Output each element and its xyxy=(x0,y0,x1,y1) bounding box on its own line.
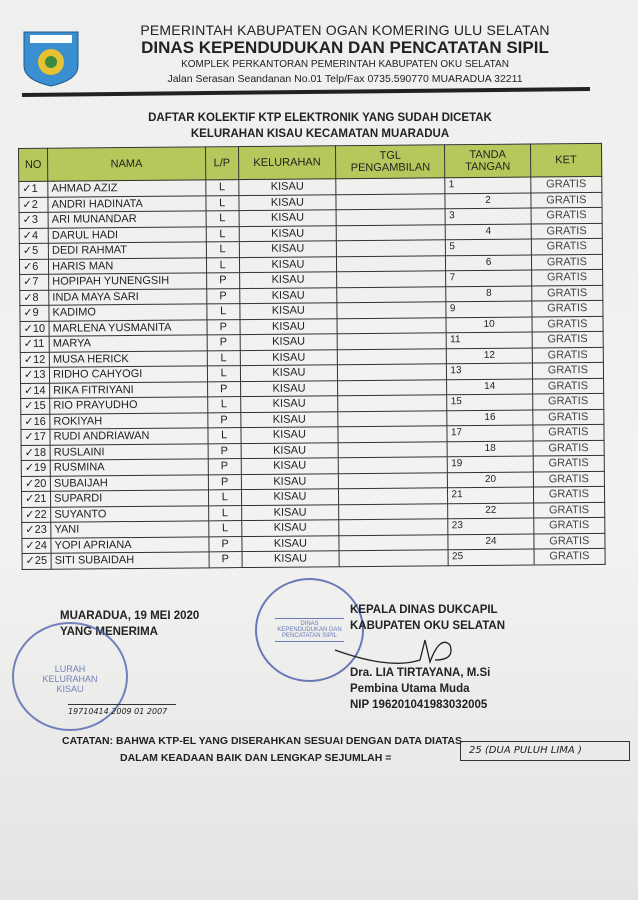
row-tgl xyxy=(336,193,446,209)
row-lp: P xyxy=(206,273,239,289)
ktp-table xyxy=(18,143,606,570)
row-ket: GRATIS xyxy=(532,331,603,347)
row-lp: P xyxy=(208,459,241,475)
row-no: ✓23 xyxy=(22,522,51,538)
row-nama: ARI MUNANDAR xyxy=(48,211,206,228)
row-ket: GRATIS xyxy=(533,409,604,425)
row-lp: L xyxy=(206,195,239,211)
row-lp: P xyxy=(207,381,240,397)
regency-logo xyxy=(20,28,82,88)
row-tanda: 11 xyxy=(447,332,532,348)
row-tanda: 15 xyxy=(447,394,532,410)
row-no: ✓22 xyxy=(22,507,51,523)
row-kelurahan: KISAU xyxy=(239,210,336,226)
row-kelurahan: KISAU xyxy=(239,272,336,288)
receiver-stamp: LURAH KELURAHAN KISAU xyxy=(12,622,128,731)
row-tanda: 8 xyxy=(446,286,531,302)
row-kelurahan: KISAU xyxy=(240,334,337,350)
row-ket: GRATIS xyxy=(534,548,605,564)
row-ket: GRATIS xyxy=(532,316,603,332)
row-tanda: 14 xyxy=(447,379,532,395)
row-ket: GRATIS xyxy=(533,517,604,533)
head-title: KEPALA DINAS DUKCAPIL xyxy=(350,604,498,616)
row-tgl xyxy=(337,286,447,302)
row-tgl xyxy=(338,426,448,442)
row-tanda: 13 xyxy=(447,363,532,379)
row-ket: GRATIS xyxy=(531,238,602,254)
col-tgl: TGL PENGAMBILAN xyxy=(336,145,446,179)
row-tanda: 22 xyxy=(448,503,533,519)
row-nama: RUSLAINI xyxy=(50,443,208,460)
row-lp: P xyxy=(209,536,242,552)
row-nama: AHMAD AZIZ xyxy=(48,180,206,197)
row-lp: L xyxy=(206,242,239,258)
col-nama: NAMA xyxy=(48,147,206,181)
row-kelurahan: KISAU xyxy=(239,287,336,303)
row-kelurahan: KISAU xyxy=(241,489,338,505)
row-tgl xyxy=(338,379,448,395)
row-tgl xyxy=(339,488,449,504)
row-tanda: 10 xyxy=(446,317,531,333)
row-tgl xyxy=(339,503,449,519)
row-tgl xyxy=(337,348,447,364)
row-tgl xyxy=(338,472,448,488)
row-no: ✓7 xyxy=(20,274,49,290)
row-lp: L xyxy=(206,257,239,273)
row-tgl xyxy=(339,534,449,550)
row-ket: GRATIS xyxy=(532,393,603,409)
row-ket: GRATIS xyxy=(530,176,601,192)
header-address2: Jalan Serasan Seandanan No.01 Telp/Fax 0735.590770 MUARADUA 32211 xyxy=(167,73,523,85)
row-kelurahan: KISAU xyxy=(239,194,336,210)
row-tgl xyxy=(339,550,449,566)
row-nama: HARIS MAN xyxy=(49,257,207,274)
row-ket: GRATIS xyxy=(533,502,604,518)
row-no: ✓19 xyxy=(21,460,50,476)
row-no: ✓16 xyxy=(21,414,50,430)
row-tgl xyxy=(337,271,447,287)
receiver-label: YANG MENERIMA xyxy=(60,626,158,638)
row-lp: P xyxy=(207,412,240,428)
row-ket: GRATIS xyxy=(533,455,604,471)
row-ket: GRATIS xyxy=(532,362,603,378)
row-kelurahan: KISAU xyxy=(241,458,338,474)
note-line2: DALAM KEADAAN BAIK DAN LENGKAP SEJUMLAH = xyxy=(120,752,392,764)
col-tanda: TANDA TANGAN xyxy=(445,144,531,178)
row-no: ✓2 xyxy=(19,197,48,213)
row-no: ✓6 xyxy=(19,259,48,275)
row-tanda: 5 xyxy=(446,239,531,255)
head-nip: NIP 196201041983032005 xyxy=(350,699,488,711)
row-tanda: 4 xyxy=(446,224,531,240)
row-nama: DARUL HADI xyxy=(48,226,206,243)
row-no: ✓14 xyxy=(21,383,50,399)
row-ket: GRATIS xyxy=(531,269,602,285)
row-kelurahan: KISAU xyxy=(239,225,336,241)
row-tanda: 9 xyxy=(446,301,531,317)
header-agency: DINAS KEPENDUDUKAN DAN PENCATATAN SIPIL xyxy=(141,38,549,57)
row-nama: INDA MAYA SARI xyxy=(49,288,207,305)
header-line1: PEMERINTAH KABUPATEN OGAN KOMERING ULU SELATAN xyxy=(140,22,550,38)
head-rank: Pembina Utama Muda xyxy=(350,683,470,695)
row-lp: L xyxy=(205,180,238,196)
row-lp: L xyxy=(207,350,240,366)
receiver-nip: 19710414 2009 01 2007 xyxy=(68,704,176,716)
row-lp: P xyxy=(206,288,239,304)
row-kelurahan: KISAU xyxy=(240,380,337,396)
row-ket: GRATIS xyxy=(533,471,604,487)
row-lp: P xyxy=(207,335,240,351)
header-divider xyxy=(22,87,590,97)
row-no: ✓15 xyxy=(21,398,50,414)
row-nama: RUDI ANDRIAWAN xyxy=(50,428,208,445)
row-ket: GRATIS xyxy=(532,300,603,316)
row-nama: YANI xyxy=(51,521,209,538)
doc-title: DAFTAR KOLEKTIF KTP ELEKTRONIK YANG SUDAH DICETAK xyxy=(148,112,492,124)
row-no: ✓20 xyxy=(21,476,50,492)
row-ket: GRATIS xyxy=(533,424,604,440)
row-no: ✓3 xyxy=(19,212,48,228)
row-lp: L xyxy=(208,521,241,537)
row-kelurahan: KISAU xyxy=(241,473,338,489)
row-nama: RIKA FITRIYANI xyxy=(50,381,208,398)
row-nama: MARLENA YUSMANITA xyxy=(49,319,207,336)
row-tgl xyxy=(338,395,448,411)
row-no: ✓4 xyxy=(19,228,48,244)
row-nama: MUSA HERICK xyxy=(49,350,207,367)
col-kelurahan: KELURAHAN xyxy=(238,146,336,180)
col-no: NO xyxy=(19,148,48,181)
head-regency: KABUPATEN OKU SELATAN xyxy=(350,620,506,632)
row-lp: L xyxy=(206,226,239,242)
row-no: ✓21 xyxy=(21,491,50,507)
row-nama: RUSMINA xyxy=(50,459,208,476)
row-tgl xyxy=(336,224,446,240)
row-kelurahan: KISAU xyxy=(241,442,338,458)
row-tgl xyxy=(338,441,448,457)
row-no: ✓25 xyxy=(22,553,51,569)
row-nama: SITI SUBAIDAH xyxy=(51,552,209,569)
row-no: ✓17 xyxy=(21,429,50,445)
row-tanda: 23 xyxy=(448,518,533,534)
row-ket: GRATIS xyxy=(533,440,604,456)
row-kelurahan: KISAU xyxy=(240,303,337,319)
row-kelurahan: KISAU xyxy=(242,551,339,567)
col-lp: L/P xyxy=(205,147,238,180)
row-tgl xyxy=(336,240,446,256)
office-stamp: DINAS KEPENDUDUKAN DAN PENCATATAN SIPIL xyxy=(255,578,364,682)
row-nama: SUPARDI xyxy=(51,490,209,507)
header-address1: KOMPLEK PERKANTORAN PEMERINTAH KABUPATEN OKU SELATAN xyxy=(181,59,509,70)
row-kelurahan: KISAU xyxy=(240,365,337,381)
row-tanda: 25 xyxy=(448,549,533,565)
row-ket: GRATIS xyxy=(532,347,603,363)
row-nama: ANDRI HADINATA xyxy=(48,195,206,212)
row-tanda: 18 xyxy=(448,441,533,457)
row-ket: GRATIS xyxy=(531,192,602,208)
row-tanda: 20 xyxy=(448,472,533,488)
row-no: ✓13 xyxy=(20,367,49,383)
row-kelurahan: KISAU xyxy=(240,349,337,365)
row-kelurahan: KISAU xyxy=(239,241,336,257)
row-ket: GRATIS xyxy=(534,533,605,549)
row-kelurahan: KISAU xyxy=(240,318,337,334)
row-lp: L xyxy=(206,211,239,227)
row-no: ✓18 xyxy=(21,445,50,461)
row-no: ✓8 xyxy=(20,290,49,306)
row-tgl xyxy=(339,519,449,535)
row-nama: RIDHO CAHYOGI xyxy=(50,366,208,383)
row-kelurahan: KISAU xyxy=(241,411,338,427)
row-tgl xyxy=(338,410,448,426)
note-total: 25 (DUA PULUH LIMA ) xyxy=(460,741,630,761)
col-ket: KET xyxy=(530,143,602,177)
row-nama: KADIMO xyxy=(49,304,207,321)
row-tanda: 16 xyxy=(447,410,532,426)
row-ket: GRATIS xyxy=(531,223,602,239)
row-lp: L xyxy=(208,490,241,506)
note-line1: CATATAN: BAHWA KTP-EL YANG DISERAHKAN SESUAI DENGAN DATA DIATAS xyxy=(62,735,462,747)
row-lp: L xyxy=(207,397,240,413)
row-tgl xyxy=(337,333,447,349)
row-no: ✓10 xyxy=(20,321,49,337)
row-kelurahan: KISAU xyxy=(239,256,336,272)
head-name: Dra. LIA TIRTAYANA, M.Si xyxy=(350,667,491,679)
place-date: MUARADUA, 19 MEI 2020 xyxy=(60,610,200,622)
row-nama: HOPIPAH YUNENGSIH xyxy=(49,273,207,290)
row-nama: ROKIYAH xyxy=(50,412,208,429)
row-tgl xyxy=(337,302,447,318)
row-lp: L xyxy=(206,304,239,320)
row-tanda: 19 xyxy=(448,456,533,472)
row-tgl xyxy=(337,364,447,380)
row-lp: L xyxy=(208,428,241,444)
row-lp: P xyxy=(209,552,242,568)
row-tgl xyxy=(336,178,446,194)
doc-subtitle: KELURAHAN KISAU KECAMATAN MUARADUA xyxy=(190,128,450,140)
row-tanda: 17 xyxy=(447,425,532,441)
row-tanda: 3 xyxy=(445,208,530,224)
row-ket: GRATIS xyxy=(531,207,602,223)
row-nama: MARYA xyxy=(49,335,207,352)
row-tanda: 24 xyxy=(448,534,533,550)
row-tanda: 12 xyxy=(447,348,532,364)
row-nama: SUYANTO xyxy=(51,505,209,522)
row-tanda: 7 xyxy=(446,270,531,286)
row-no: ✓12 xyxy=(20,352,49,368)
row-ket: GRATIS xyxy=(532,378,603,394)
row-ket: GRATIS xyxy=(533,486,604,502)
row-nama: DEDI RAHMAT xyxy=(48,242,206,259)
row-kelurahan: KISAU xyxy=(240,396,337,412)
row-lp: L xyxy=(208,505,241,521)
row-lp: P xyxy=(207,319,240,335)
row-lp: P xyxy=(208,474,241,490)
row-kelurahan: KISAU xyxy=(239,179,336,195)
row-kelurahan: KISAU xyxy=(241,427,338,443)
row-tanda: 21 xyxy=(448,487,533,503)
row-tanda: 2 xyxy=(445,193,530,209)
row-no: ✓24 xyxy=(22,538,51,554)
row-tgl xyxy=(337,255,447,271)
row-no: ✓1 xyxy=(19,181,48,197)
row-ket: GRATIS xyxy=(531,254,602,270)
row-ket: GRATIS xyxy=(531,285,602,301)
row-no: ✓11 xyxy=(20,336,49,352)
row-tgl xyxy=(338,457,448,473)
row-lp: P xyxy=(208,443,241,459)
row-tanda: 1 xyxy=(445,177,530,193)
row-tgl xyxy=(337,317,447,333)
row-kelurahan: KISAU xyxy=(242,535,339,551)
row-tgl xyxy=(336,209,446,225)
row-nama: SUBAIJAH xyxy=(50,474,208,491)
row-nama: YOPI APRIANA xyxy=(51,536,209,553)
row-kelurahan: KISAU xyxy=(241,520,338,536)
row-nama: RIO PRAYUDHO xyxy=(50,397,208,414)
row-no: ✓9 xyxy=(20,305,49,321)
row-lp: L xyxy=(207,366,240,382)
row-no: ✓5 xyxy=(19,243,48,259)
row-kelurahan: KISAU xyxy=(241,504,338,520)
row-tanda: 6 xyxy=(446,255,531,271)
